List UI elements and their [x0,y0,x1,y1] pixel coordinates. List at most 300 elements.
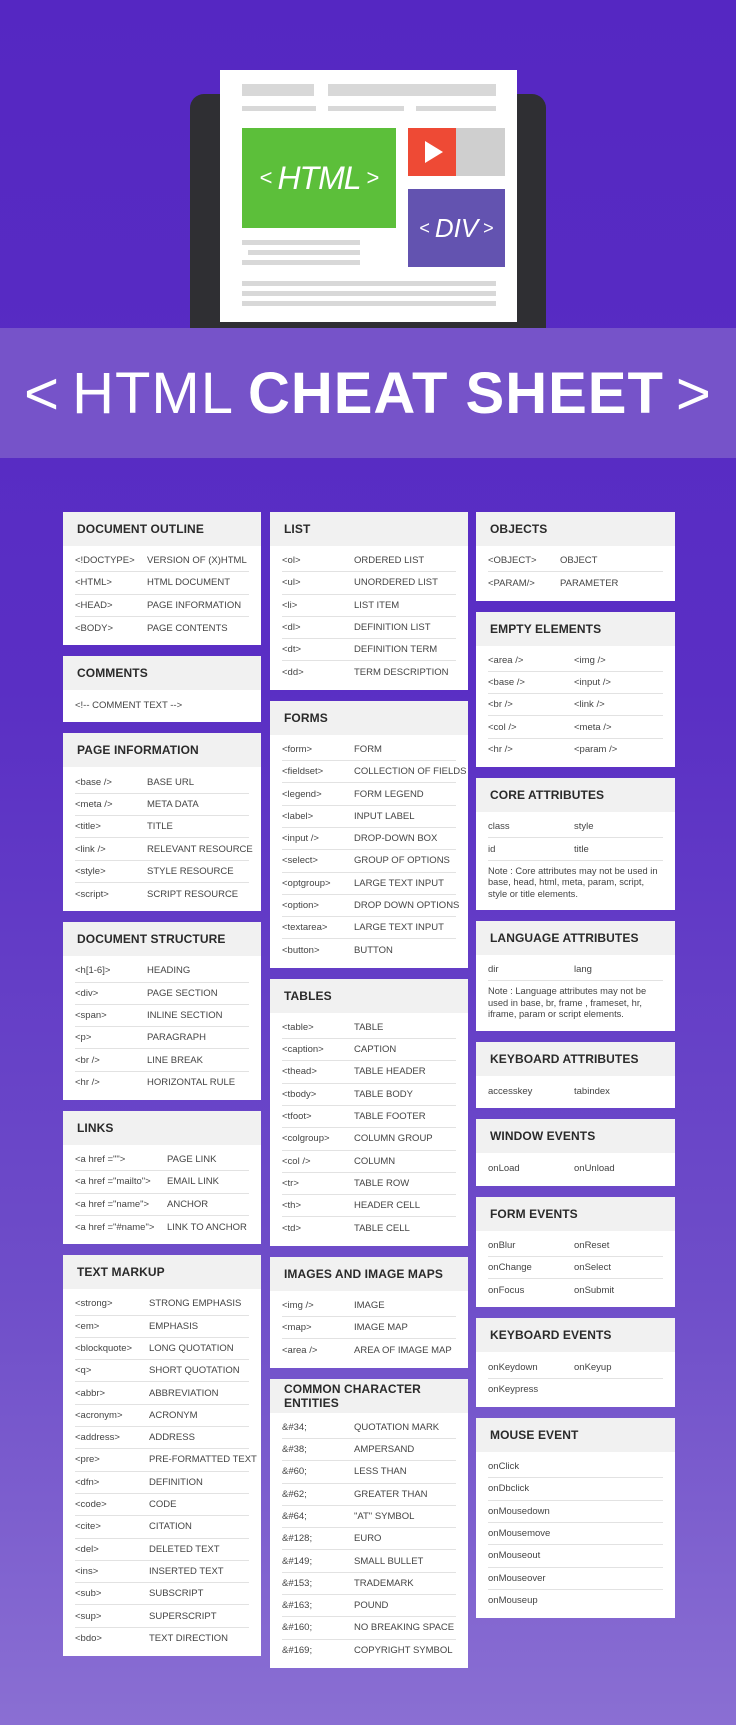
table-row [75,595,249,617]
row-value: HEADER CELL [354,1200,420,1212]
row-value: <meta /> [574,721,612,733]
row-value: TABLE BODY [354,1088,413,1100]
table-row [488,959,663,981]
row-key: &#64; [282,1510,307,1522]
table-row [75,1561,249,1583]
row-value: FORM LEGEND [354,788,424,800]
table-row [488,816,663,838]
table-row [282,1084,456,1106]
card-language-attributes [476,921,675,1031]
row-value: IMAGE [354,1299,385,1311]
row-key: <pre> [75,1454,100,1466]
table-row [282,1417,456,1439]
row-key: <cite> [75,1521,101,1533]
row-value: onKeyup [574,1361,612,1373]
row-key: <label> [282,810,314,822]
row-value: onUnload [574,1162,615,1174]
row-key: <strong> [75,1298,113,1310]
card-title: TABLES [270,979,468,1013]
row-key: <caption> [282,1044,324,1056]
row-key: <hr /> [75,1077,100,1089]
table-row [75,1628,249,1650]
row-value: SHORT QUOTATION [149,1365,240,1377]
row-key: &#60; [282,1466,307,1478]
table-row [282,895,460,917]
row-key: <button> [282,945,320,957]
table-row [75,1382,249,1404]
table-row [488,1456,663,1478]
row-value: TERM DESCRIPTION [354,667,449,679]
row-key: &#34; [282,1421,307,1433]
card-empty-elements [476,612,675,767]
row-key: onBlur [488,1239,516,1251]
row-key: accesskey [488,1085,533,1097]
table-row [488,1545,663,1567]
row-key: <script> [75,888,109,900]
table-row [282,1151,456,1173]
card-tables [270,979,468,1246]
row-value: <link /> [574,699,605,711]
table-row [488,1356,663,1378]
laptop-screen [220,70,517,322]
row-value: TABLE [354,1021,384,1033]
table-row [488,1501,663,1523]
row-value: HEADING [147,965,191,977]
table-row [75,1027,249,1049]
row-key: <ul> [282,577,301,589]
row-value: COLUMN GROUP [354,1133,433,1145]
div-tile-label: DIV [434,212,479,243]
row-value: ABBREVIATION [149,1387,219,1399]
table-row [75,816,249,838]
row-value: LIST ITEM [354,599,400,611]
hero-illustration [0,0,736,460]
table-row [282,939,456,961]
row-key: <dd> [282,667,304,679]
row-value: onSelect [574,1262,611,1273]
row-key: <thead> [282,1066,317,1078]
card-objects [476,512,675,601]
row-key: onLoad [488,1162,520,1174]
chevron-right-icon: > [675,359,712,427]
play-icon [408,128,456,176]
row-value: INSERTED TEXT [149,1565,224,1577]
video-placeholder [456,128,505,176]
row-key: onMousemove [488,1528,551,1540]
row-value: DEFINITION TERM [354,644,438,656]
row-key: <col /> [488,721,517,733]
table-row [282,1173,456,1195]
card-common-character-entities [270,1379,468,1668]
card-document-outline [63,512,261,645]
row-value: PRE-FORMATTED TEXT [149,1454,257,1466]
row-value: POUND [354,1600,389,1612]
row-value: HORIZONTAL RULE [147,1077,236,1089]
column-3 [476,512,675,1629]
table-row [75,1194,249,1216]
table-row [75,1516,249,1538]
table-row [75,794,249,816]
row-key: <bdo> [75,1633,102,1645]
row-key: onChange [488,1262,532,1273]
row-value: <input /> [574,677,611,689]
table-row [75,572,249,594]
table-row [282,639,456,661]
row-key: <colgroup> [282,1133,330,1145]
row-value: ADDRESS [149,1432,195,1444]
row-key: <br /> [75,1054,100,1066]
row-key: <h[1-6]> [75,965,111,977]
table-row [75,1005,249,1027]
row-key: <optgroup> [282,877,331,889]
row-key: <area /> [282,1344,318,1356]
card-title: FORM EVENTS [476,1197,675,1231]
row-value: OBJECT [560,555,598,567]
card-title: TEXT MARKUP [63,1255,261,1289]
card-body [270,735,468,968]
table-row [282,572,456,594]
table-row [282,1106,456,1128]
table-row [282,1061,456,1083]
row-key: <base /> [75,776,112,788]
row-key: <col /> [282,1155,311,1167]
card-forms [270,701,468,968]
row-value: style [574,821,594,833]
row-key: onMouseout [488,1550,541,1562]
card-body [476,812,675,910]
row-key: <BODY> [75,622,114,634]
row-key: <fieldset> [282,766,324,778]
row-key: <style> [75,865,106,877]
row-value: NO BREAKING SPACE [354,1622,455,1634]
card-page-information [63,733,261,911]
card-core-attributes [476,778,675,910]
row-value: META DATA [147,798,199,810]
table-row [75,1316,249,1338]
card-text-markup [63,1255,261,1656]
row-key: <meta /> [75,798,113,810]
row-value: PARAMETER [560,577,619,589]
row-value: <param /> [574,744,618,756]
table-row [75,1360,249,1382]
row-value: BUTTON [354,945,393,957]
row-value: LARGE TEXT INPUT [354,877,444,889]
table-row [75,694,249,716]
table-row [282,1128,456,1150]
table-row [75,617,249,639]
row-key: <div> [75,987,99,999]
table-row [488,1279,663,1301]
row-value: IMAGE MAP [354,1322,408,1334]
table-row [75,983,249,1005]
table-row [488,1235,663,1257]
table-row [75,1072,249,1094]
row-value: GREATER THAN [354,1488,428,1500]
card-title: WINDOW EVENTS [476,1119,675,1153]
table-row [488,1080,663,1102]
row-key: <td> [282,1223,302,1235]
table-row [282,1217,456,1239]
card-images-and-image-maps [270,1257,468,1368]
table-row [282,1017,456,1039]
table-row [282,917,456,939]
row-key: &#169; [282,1645,313,1657]
card-title: OBJECTS [476,512,675,546]
title-bold: CHEAT SHEET [247,360,664,426]
row-key: <abbr> [75,1387,106,1399]
row-key: &#160; [282,1622,313,1634]
card-document-structure [63,922,261,1100]
table-row [75,1293,249,1315]
row-value: DEFINITION LIST [354,622,431,634]
row-key: <img /> [282,1299,314,1311]
row-value: EMAIL LINK [167,1176,219,1188]
row-key: onClick [488,1461,520,1473]
card-title: KEYBOARD EVENTS [476,1318,675,1352]
row-key: class [488,821,510,833]
row-key: <blockquote> [75,1342,133,1354]
row-key: <dfn> [75,1476,100,1488]
row-value: LINE BREAK [147,1054,203,1066]
row-value: HTML DOCUMENT [147,577,231,589]
card-title: IMAGES AND IMAGE MAPS [270,1257,468,1291]
table-row [75,838,253,860]
row-value: TABLE ROW [354,1177,410,1189]
table-row [488,650,663,672]
table-row [282,1039,456,1061]
row-value: SUBSCRIPT [149,1588,204,1600]
table-row [75,1171,249,1193]
table-row [282,595,456,617]
card-title: COMMENTS [63,656,261,690]
table-row [75,771,249,793]
card-body [63,546,261,645]
table-row [282,1295,456,1317]
card-body [476,1231,675,1308]
table-row [75,1494,249,1516]
row-value: ORDERED LIST [354,555,425,567]
page-title [0,328,736,458]
row-key: onMousedown [488,1505,550,1517]
table-row [282,1550,456,1572]
row-value: TABLE HEADER [354,1066,426,1078]
card-title: EMPTY ELEMENTS [476,612,675,646]
row-key: <table> [282,1021,314,1033]
title-light: HTML [72,360,234,426]
card-title: PAGE INFORMATION [63,733,261,767]
row-key: &#38; [282,1444,307,1456]
table-row [282,850,456,872]
card-title: LANGUAGE ATTRIBUTES [476,921,675,955]
row-key: <a href ="name"> [75,1198,150,1210]
card-keyboard-attributes [476,1042,675,1108]
table-row [75,1539,249,1561]
table-row [488,1379,663,1401]
row-value: COLUMN [354,1155,396,1167]
row-value: SUPERSCRIPT [149,1610,217,1622]
table-row [488,1590,663,1612]
card-title: DOCUMENT STRUCTURE [63,922,261,956]
table-row [282,828,456,850]
card-keyboard-events [476,1318,675,1407]
html-tile-label: HTML [277,159,361,196]
row-key: <br /> [488,699,513,711]
row-key: <ol> [282,555,301,567]
row-value: CODE [149,1499,177,1511]
row-value: TEXT DIRECTION [149,1633,228,1645]
row-value: VERSION OF (X)HTML [147,555,247,567]
table-row [75,1583,249,1605]
row-key: <!-- COMMENT TEXT --> [75,699,183,711]
card-body [476,1452,675,1618]
row-key: <a href =""> [75,1154,126,1166]
row-key: <textarea> [282,922,328,934]
row-value: <img /> [574,654,606,666]
table-row [282,1317,456,1339]
row-value: TABLE FOOTER [354,1111,426,1123]
div-tile: < DIV > [408,189,505,267]
card-body [476,1153,675,1185]
row-key: <!DOCTYPE> [75,555,135,567]
row-key: <hr /> [488,744,513,756]
card-title: LIST [270,512,468,546]
table-row [282,739,456,761]
row-value: PAGE INFORMATION [147,599,242,611]
card-title: LINKS [63,1111,261,1145]
table-row [75,550,249,572]
table-row [75,1049,249,1071]
table-row [282,1461,456,1483]
row-key: <ins> [75,1565,99,1577]
row-key: <tbody> [282,1088,317,1100]
table-row [75,883,249,905]
row-key: <a href ="mailto"> [75,1176,151,1188]
row-value: CITATION [149,1521,192,1533]
table-row [282,806,456,828]
row-key: <q> [75,1365,92,1377]
row-key: <li> [282,599,298,611]
row-value: PARAGRAPH [147,1032,206,1044]
row-key: <acronym> [75,1409,123,1421]
row-value: INLINE SECTION [147,1010,223,1021]
row-value: AREA OF IMAGE MAP [354,1344,452,1356]
row-value: onReset [574,1239,610,1251]
row-key: <OBJECT> [488,555,537,567]
row-value: BASE URL [147,776,194,788]
row-key: &#62; [282,1488,307,1500]
row-key: onKeydown [488,1361,538,1373]
row-key: &#128; [282,1533,313,1545]
row-key: onDbclick [488,1483,530,1495]
table-row [488,716,663,738]
table-row [75,1605,249,1627]
table-row [282,617,456,639]
table-row [488,739,663,761]
table-row [282,783,456,805]
card-form-events [476,1197,675,1308]
row-key: <sup> [75,1610,102,1622]
row-value: DROP-DOWN BOX [354,833,438,845]
row-value: PAGE CONTENTS [147,622,228,634]
table-row [488,1523,663,1545]
table-row [488,1568,663,1590]
row-key: &#153; [282,1577,313,1589]
row-value: LINK TO ANCHOR [167,1221,247,1233]
row-key: <th> [282,1200,302,1212]
row-value: LARGE TEXT INPUT [354,922,444,934]
row-value: PAGE LINK [167,1154,217,1166]
table-row [75,861,249,883]
card-title: DOCUMENT OUTLINE [63,512,261,546]
row-key: <p> [75,1032,92,1044]
row-value: ANCHOR [167,1198,209,1210]
card-title: FORMS [270,701,468,735]
table-row [75,1216,249,1238]
row-value: DEFINITION [149,1476,203,1488]
table-row [488,672,663,694]
table-row [282,550,456,572]
row-value: "AT" SYMBOL [354,1510,415,1522]
row-value: STYLE RESOURCE [147,865,234,877]
table-row [282,1506,456,1528]
card-title: MOUSE EVENT [476,1418,675,1452]
table-row [488,1257,663,1279]
card-window-events [476,1119,675,1185]
row-key: <form> [282,743,313,755]
row-key: <area /> [488,654,524,666]
row-key: <sub> [75,1588,102,1600]
table-row [75,1149,249,1171]
row-value: LESS THAN [354,1466,407,1478]
row-key: <HTML> [75,577,112,589]
row-value: EURO [354,1533,382,1545]
table-row [282,1195,456,1217]
card-body [476,1076,675,1108]
row-key: <PARAM/> [488,577,535,589]
table-row [488,550,663,572]
row-value: FORM [354,743,382,755]
row-key: <dt> [282,644,302,656]
row-value: onSubmit [574,1284,615,1296]
row-key: <link /> [75,843,106,855]
row-key: <legend> [282,788,322,800]
column-2 [270,512,468,1679]
row-value: INPUT LABEL [354,810,415,822]
card-links [63,1111,261,1244]
row-key: <HEAD> [75,599,113,611]
row-value: DROP DOWN OPTIONS [354,900,460,911]
card-body [63,690,261,722]
table-row [75,1338,249,1360]
card-body [63,1145,261,1244]
row-value: CAPTION [354,1044,397,1056]
row-key: <option> [282,900,319,911]
card-body [270,1291,468,1368]
card-title: CORE ATTRIBUTES [476,778,675,812]
card-body [476,646,675,767]
row-key: <a href ="#name"> [75,1221,155,1233]
card-mouse-event [476,1418,675,1618]
row-value: COPYRIGHT SYMBOL [354,1645,453,1657]
row-key: id [488,843,496,855]
row-key: <dl> [282,622,301,634]
table-row [282,1595,456,1617]
row-key: onMouseup [488,1595,538,1607]
table-row [75,1472,249,1494]
card-note: Note : Language attributes may not be used in base, br, frame , frameset, hr, iframe, param or script elements. [488,986,647,1020]
row-value: tabindex [574,1085,610,1097]
row-key: <select> [282,855,318,867]
